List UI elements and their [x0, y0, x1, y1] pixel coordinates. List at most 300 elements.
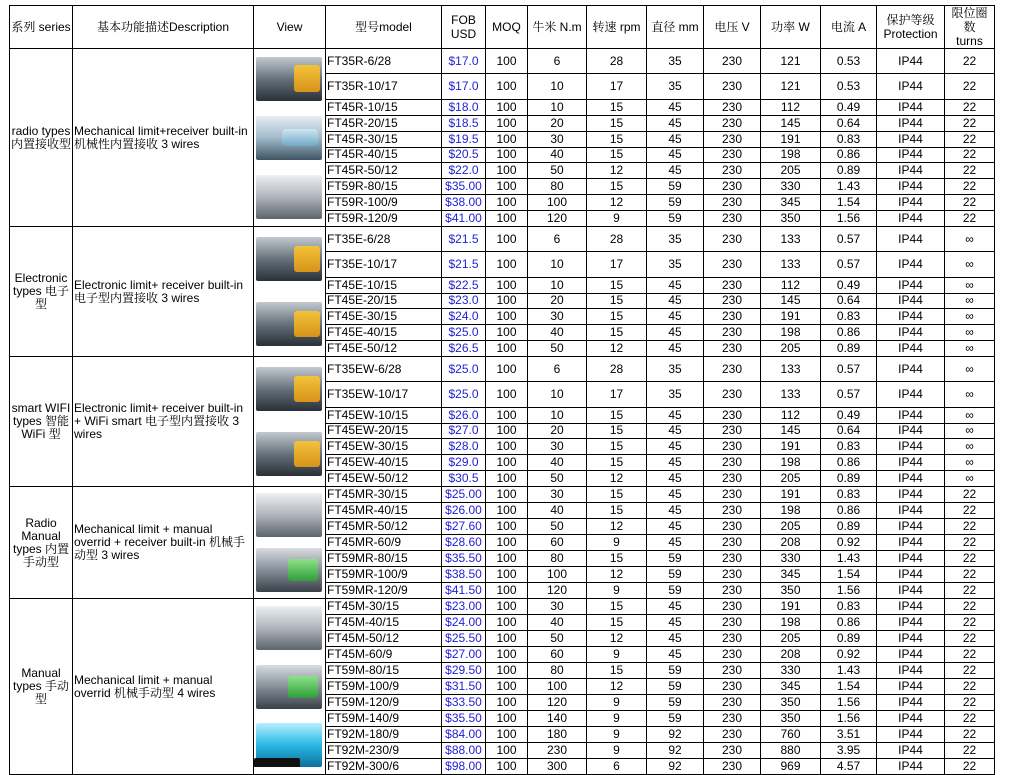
torque-cell: 40 — [528, 615, 587, 631]
current-cell: 0.83 — [821, 439, 877, 455]
protection-cell: IP44 — [877, 647, 945, 663]
table-row — [10, 487, 995, 503]
speed-cell: 15 — [587, 439, 647, 455]
moq-cell: 100 — [486, 309, 528, 325]
model-cell: FT45EW-20/15 — [326, 423, 442, 439]
torque-cell: 10 — [528, 74, 587, 99]
power-cell: 191 — [761, 131, 821, 147]
protection-cell: IP44 — [877, 74, 945, 99]
voltage-cell: 230 — [704, 551, 761, 567]
current-cell: 0.86 — [821, 503, 877, 519]
turns-cell: 22 — [945, 74, 995, 99]
moq-cell: 100 — [486, 163, 528, 179]
diameter-cell: 92 — [647, 759, 704, 775]
diameter-cell: 59 — [647, 567, 704, 583]
power-cell: 205 — [761, 341, 821, 357]
power-cell: 330 — [761, 663, 821, 679]
moq-cell: 100 — [486, 455, 528, 471]
torque-cell: 30 — [528, 487, 587, 503]
description-cell: Mechanical limit + manual overrid 机械手动型 4 wires — [73, 599, 254, 775]
speed-cell: 9 — [587, 583, 647, 599]
price-cell: $27.00 — [442, 647, 486, 663]
power-cell: 350 — [761, 583, 821, 599]
table-row — [10, 357, 995, 382]
moq-cell: 100 — [486, 252, 528, 277]
model-cell: FT59R-80/15 — [326, 179, 442, 195]
voltage-cell: 230 — [704, 423, 761, 439]
turns-cell: 22 — [945, 195, 995, 211]
model-cell: FT45E-40/15 — [326, 325, 442, 341]
diameter-cell: 45 — [647, 631, 704, 647]
product-image — [256, 57, 322, 101]
current-cell: 0.83 — [821, 599, 877, 615]
current-cell: 0.53 — [821, 74, 877, 99]
torque-cell: 100 — [528, 195, 587, 211]
voltage-cell: 230 — [704, 487, 761, 503]
diameter-cell: 35 — [647, 49, 704, 74]
header-fob: FOB USD — [442, 6, 486, 49]
protection-cell: IP44 — [877, 695, 945, 711]
power-cell: 198 — [761, 615, 821, 631]
voltage-cell: 230 — [704, 663, 761, 679]
turns-cell: 22 — [945, 743, 995, 759]
price-cell: $26.00 — [442, 503, 486, 519]
diameter-cell: 45 — [647, 487, 704, 503]
torque-cell: 10 — [528, 99, 587, 115]
moq-cell: 100 — [486, 711, 528, 727]
turns-cell: 22 — [945, 583, 995, 599]
diameter-cell: 59 — [647, 583, 704, 599]
power-cell: 345 — [761, 567, 821, 583]
voltage-cell: 230 — [704, 252, 761, 277]
moq-cell: 100 — [486, 325, 528, 341]
power-cell: 880 — [761, 743, 821, 759]
current-cell: 0.64 — [821, 423, 877, 439]
diameter-cell: 35 — [647, 252, 704, 277]
current-cell: 4.57 — [821, 759, 877, 775]
current-cell: 1.43 — [821, 663, 877, 679]
diameter-cell: 45 — [647, 599, 704, 615]
price-cell: $84.00 — [442, 727, 486, 743]
price-cell: $30.5 — [442, 471, 486, 487]
voltage-cell: 230 — [704, 615, 761, 631]
voltage-cell: 230 — [704, 631, 761, 647]
voltage-cell: 230 — [704, 599, 761, 615]
moq-cell: 100 — [486, 647, 528, 663]
diameter-cell: 45 — [647, 503, 704, 519]
moq-cell: 100 — [486, 277, 528, 293]
voltage-cell: 230 — [704, 179, 761, 195]
protection-cell: IP44 — [877, 131, 945, 147]
power-cell: 345 — [761, 679, 821, 695]
price-cell: $23.0 — [442, 293, 486, 309]
diameter-cell: 45 — [647, 325, 704, 341]
header-power: 功率 W — [761, 6, 821, 49]
torque-cell: 300 — [528, 759, 587, 775]
product-image — [256, 493, 322, 537]
current-cell: 1.54 — [821, 195, 877, 211]
product-image — [256, 665, 322, 709]
torque-cell: 50 — [528, 471, 587, 487]
power-cell: 112 — [761, 99, 821, 115]
diameter-cell: 59 — [647, 663, 704, 679]
model-cell: FT59M-100/9 — [326, 679, 442, 695]
torque-cell: 40 — [528, 503, 587, 519]
turns-cell: ∞ — [945, 325, 995, 341]
turns-cell: ∞ — [945, 227, 995, 252]
power-cell: 330 — [761, 179, 821, 195]
model-cell: FT45E-20/15 — [326, 293, 442, 309]
price-cell: $35.00 — [442, 179, 486, 195]
table-row — [10, 227, 995, 252]
turns-cell: 22 — [945, 551, 995, 567]
moq-cell: 100 — [486, 115, 528, 131]
current-cell: 0.89 — [821, 631, 877, 647]
moq-cell: 100 — [486, 583, 528, 599]
current-cell: 0.64 — [821, 115, 877, 131]
voltage-cell: 230 — [704, 99, 761, 115]
model-cell: FT45EW-40/15 — [326, 455, 442, 471]
price-cell: $21.5 — [442, 252, 486, 277]
speed-cell: 17 — [587, 382, 647, 407]
diameter-cell: 45 — [647, 471, 704, 487]
moq-cell: 100 — [486, 503, 528, 519]
voltage-cell: 230 — [704, 49, 761, 74]
model-cell: FT45R-10/15 — [326, 99, 442, 115]
voltage-cell: 230 — [704, 455, 761, 471]
price-cell: $26.0 — [442, 407, 486, 423]
turns-cell: 22 — [945, 519, 995, 535]
torque-cell: 30 — [528, 131, 587, 147]
power-cell: 191 — [761, 439, 821, 455]
torque-cell: 50 — [528, 631, 587, 647]
protection-cell: IP44 — [877, 759, 945, 775]
diameter-cell: 35 — [647, 382, 704, 407]
diameter-cell: 92 — [647, 743, 704, 759]
protection-cell: IP44 — [877, 179, 945, 195]
header-description: 基本功能描述Description — [73, 6, 254, 49]
speed-cell: 15 — [587, 179, 647, 195]
turns-cell: 22 — [945, 163, 995, 179]
protection-cell: IP44 — [877, 679, 945, 695]
current-cell: 1.56 — [821, 711, 877, 727]
speed-cell: 15 — [587, 423, 647, 439]
model-cell: FT92M-230/9 — [326, 743, 442, 759]
model-cell: FT45EW-10/15 — [326, 407, 442, 423]
speed-cell: 12 — [587, 471, 647, 487]
turns-cell: 22 — [945, 759, 995, 775]
speed-cell: 9 — [587, 211, 647, 227]
header-turns: 限位圈数 turns — [945, 6, 995, 49]
torque-cell: 40 — [528, 325, 587, 341]
moq-cell: 100 — [486, 74, 528, 99]
power-cell: 145 — [761, 115, 821, 131]
protection-cell: IP44 — [877, 727, 945, 743]
voltage-cell: 230 — [704, 325, 761, 341]
protection-cell: IP44 — [877, 293, 945, 309]
power-cell: 198 — [761, 147, 821, 163]
moq-cell: 100 — [486, 211, 528, 227]
turns-cell: 22 — [945, 99, 995, 115]
torque-cell: 20 — [528, 115, 587, 131]
turns-cell: 22 — [945, 211, 995, 227]
turns-cell: 22 — [945, 727, 995, 743]
price-cell: $38.00 — [442, 195, 486, 211]
model-cell: FT35E-10/17 — [326, 252, 442, 277]
protection-cell: IP44 — [877, 439, 945, 455]
voltage-cell: 230 — [704, 647, 761, 663]
moq-cell: 100 — [486, 293, 528, 309]
torque-cell: 10 — [528, 252, 587, 277]
protection-cell: IP44 — [877, 99, 945, 115]
header-voltage: 电压 V — [704, 6, 761, 49]
voltage-cell: 230 — [704, 341, 761, 357]
current-cell: 0.57 — [821, 357, 877, 382]
speed-cell: 15 — [587, 147, 647, 163]
power-cell: 121 — [761, 74, 821, 99]
diameter-cell: 45 — [647, 131, 704, 147]
moq-cell: 100 — [486, 423, 528, 439]
power-cell: 191 — [761, 487, 821, 503]
protection-cell: IP44 — [877, 631, 945, 647]
power-cell: 350 — [761, 711, 821, 727]
protection-cell: IP44 — [877, 227, 945, 252]
speed-cell: 12 — [587, 631, 647, 647]
series-cell: Manual types 手动型 — [10, 599, 73, 775]
diameter-cell: 35 — [647, 74, 704, 99]
speed-cell: 15 — [587, 131, 647, 147]
price-cell: $33.50 — [442, 695, 486, 711]
power-cell: 205 — [761, 519, 821, 535]
speed-cell: 9 — [587, 647, 647, 663]
moq-cell: 100 — [486, 471, 528, 487]
torque-cell: 10 — [528, 277, 587, 293]
moq-cell: 100 — [486, 357, 528, 382]
speed-cell: 15 — [587, 663, 647, 679]
moq-cell: 100 — [486, 599, 528, 615]
power-cell: 205 — [761, 631, 821, 647]
diameter-cell: 45 — [647, 147, 704, 163]
voltage-cell: 230 — [704, 471, 761, 487]
power-cell: 760 — [761, 727, 821, 743]
voltage-cell: 230 — [704, 74, 761, 99]
protection-cell: IP44 — [877, 195, 945, 211]
protection-cell: IP44 — [877, 357, 945, 382]
protection-cell: IP44 — [877, 147, 945, 163]
diameter-cell: 45 — [647, 647, 704, 663]
protection-cell: IP44 — [877, 487, 945, 503]
model-cell: FT45E-10/15 — [326, 277, 442, 293]
header-series: 系列 series — [10, 6, 73, 49]
product-image — [256, 237, 322, 281]
power-cell: 198 — [761, 455, 821, 471]
turns-cell: ∞ — [945, 293, 995, 309]
model-cell: FT45M-40/15 — [326, 615, 442, 631]
speed-cell: 15 — [587, 487, 647, 503]
model-cell: FT59M-140/9 — [326, 711, 442, 727]
price-cell: $41.50 — [442, 583, 486, 599]
current-cell: 3.51 — [821, 727, 877, 743]
moq-cell: 100 — [486, 679, 528, 695]
moq-cell: 100 — [486, 382, 528, 407]
model-cell: FT59MR-120/9 — [326, 583, 442, 599]
current-cell: 0.89 — [821, 341, 877, 357]
model-cell: FT59M-80/15 — [326, 663, 442, 679]
diameter-cell: 59 — [647, 711, 704, 727]
voltage-cell: 230 — [704, 115, 761, 131]
product-image — [256, 432, 322, 476]
description-cell: Electronic limit+ receiver built-in + WiFi smart 电子型内置接收 3 wires — [73, 357, 254, 487]
model-cell: FT45M-30/15 — [326, 599, 442, 615]
protection-cell: IP44 — [877, 115, 945, 131]
voltage-cell: 230 — [704, 583, 761, 599]
power-cell: 145 — [761, 423, 821, 439]
speed-cell: 12 — [587, 519, 647, 535]
turns-cell: 22 — [945, 679, 995, 695]
diameter-cell: 45 — [647, 423, 704, 439]
current-cell: 0.49 — [821, 277, 877, 293]
model-cell: FT45MR-30/15 — [326, 487, 442, 503]
model-cell: FT45EW-30/15 — [326, 439, 442, 455]
moq-cell: 100 — [486, 179, 528, 195]
speed-cell: 15 — [587, 115, 647, 131]
moq-cell: 100 — [486, 131, 528, 147]
turns-cell: 22 — [945, 179, 995, 195]
power-cell: 133 — [761, 382, 821, 407]
moq-cell: 100 — [486, 615, 528, 631]
current-cell: 0.86 — [821, 325, 877, 341]
current-cell: 0.86 — [821, 455, 877, 471]
current-cell: 1.56 — [821, 695, 877, 711]
voltage-cell: 230 — [704, 503, 761, 519]
torque-cell: 120 — [528, 211, 587, 227]
voltage-cell: 230 — [704, 227, 761, 252]
power-cell: 205 — [761, 471, 821, 487]
voltage-cell: 230 — [704, 759, 761, 775]
speed-cell: 9 — [587, 695, 647, 711]
turns-cell: 22 — [945, 663, 995, 679]
voltage-cell: 230 — [704, 679, 761, 695]
protection-cell: IP44 — [877, 503, 945, 519]
description-cell: Electronic limit+ receiver built-in 电子型内置接收 3 wires — [73, 227, 254, 357]
power-cell: 198 — [761, 503, 821, 519]
power-cell: 345 — [761, 195, 821, 211]
power-cell: 112 — [761, 407, 821, 423]
current-cell: 1.54 — [821, 679, 877, 695]
voltage-cell: 230 — [704, 407, 761, 423]
turns-cell: 22 — [945, 131, 995, 147]
power-cell: 145 — [761, 293, 821, 309]
power-cell: 208 — [761, 535, 821, 551]
view-cell — [254, 227, 326, 357]
voltage-cell: 230 — [704, 211, 761, 227]
price-cell: $25.0 — [442, 357, 486, 382]
current-cell: 0.83 — [821, 131, 877, 147]
price-cell: $25.0 — [442, 382, 486, 407]
turns-cell: ∞ — [945, 341, 995, 357]
model-cell: FT45R-50/12 — [326, 163, 442, 179]
turns-cell: 22 — [945, 647, 995, 663]
speed-cell: 28 — [587, 227, 647, 252]
voltage-cell: 230 — [704, 695, 761, 711]
torque-cell: 60 — [528, 647, 587, 663]
speed-cell: 15 — [587, 615, 647, 631]
protection-cell: IP44 — [877, 455, 945, 471]
speed-cell: 17 — [587, 74, 647, 99]
current-cell: 0.89 — [821, 471, 877, 487]
torque-cell: 80 — [528, 663, 587, 679]
voltage-cell: 230 — [704, 727, 761, 743]
diameter-cell: 59 — [647, 195, 704, 211]
current-cell: 0.49 — [821, 407, 877, 423]
protection-cell: IP44 — [877, 211, 945, 227]
turns-cell: 22 — [945, 615, 995, 631]
current-cell: 0.92 — [821, 535, 877, 551]
protection-cell: IP44 — [877, 535, 945, 551]
diameter-cell: 92 — [647, 727, 704, 743]
diameter-cell: 45 — [647, 99, 704, 115]
turns-cell: 22 — [945, 631, 995, 647]
price-cell: $22.5 — [442, 277, 486, 293]
model-cell: FT45MR-60/9 — [326, 535, 442, 551]
torque-cell: 10 — [528, 382, 587, 407]
turns-cell: 22 — [945, 147, 995, 163]
protection-cell: IP44 — [877, 407, 945, 423]
product-image — [256, 175, 322, 219]
current-cell: 0.92 — [821, 647, 877, 663]
voltage-cell: 230 — [704, 357, 761, 382]
torque-cell: 180 — [528, 727, 587, 743]
product-image — [256, 116, 322, 160]
moq-cell: 100 — [486, 759, 528, 775]
model-cell: FT45E-30/15 — [326, 309, 442, 325]
moq-cell: 100 — [486, 631, 528, 647]
current-cell: 0.53 — [821, 49, 877, 74]
protection-cell: IP44 — [877, 663, 945, 679]
product-image — [256, 548, 322, 592]
speed-cell: 12 — [587, 567, 647, 583]
voltage-cell: 230 — [704, 567, 761, 583]
header-protection: 保护等级 Protection — [877, 6, 945, 49]
moq-cell: 100 — [486, 147, 528, 163]
price-cell: $18.0 — [442, 99, 486, 115]
price-cell: $25.0 — [442, 325, 486, 341]
turns-cell: ∞ — [945, 382, 995, 407]
power-cell: 969 — [761, 759, 821, 775]
turns-cell: ∞ — [945, 277, 995, 293]
voltage-cell: 230 — [704, 309, 761, 325]
turns-cell: ∞ — [945, 423, 995, 439]
view-cell — [254, 599, 326, 775]
protection-cell: IP44 — [877, 252, 945, 277]
voltage-cell: 230 — [704, 147, 761, 163]
torque-cell: 120 — [528, 583, 587, 599]
turns-cell: ∞ — [945, 252, 995, 277]
diameter-cell: 59 — [647, 695, 704, 711]
torque-cell: 140 — [528, 711, 587, 727]
speed-cell: 12 — [587, 341, 647, 357]
model-cell: FT35E-6/28 — [326, 227, 442, 252]
model-cell: FT45R-30/15 — [326, 131, 442, 147]
series-cell: Radio Manual types 内置手动型 — [10, 487, 73, 599]
current-cell: 1.56 — [821, 583, 877, 599]
price-cell: $38.50 — [442, 567, 486, 583]
power-cell: 121 — [761, 49, 821, 74]
turns-cell: ∞ — [945, 439, 995, 455]
diameter-cell: 59 — [647, 551, 704, 567]
price-cell: $98.00 — [442, 759, 486, 775]
power-cell: 112 — [761, 277, 821, 293]
